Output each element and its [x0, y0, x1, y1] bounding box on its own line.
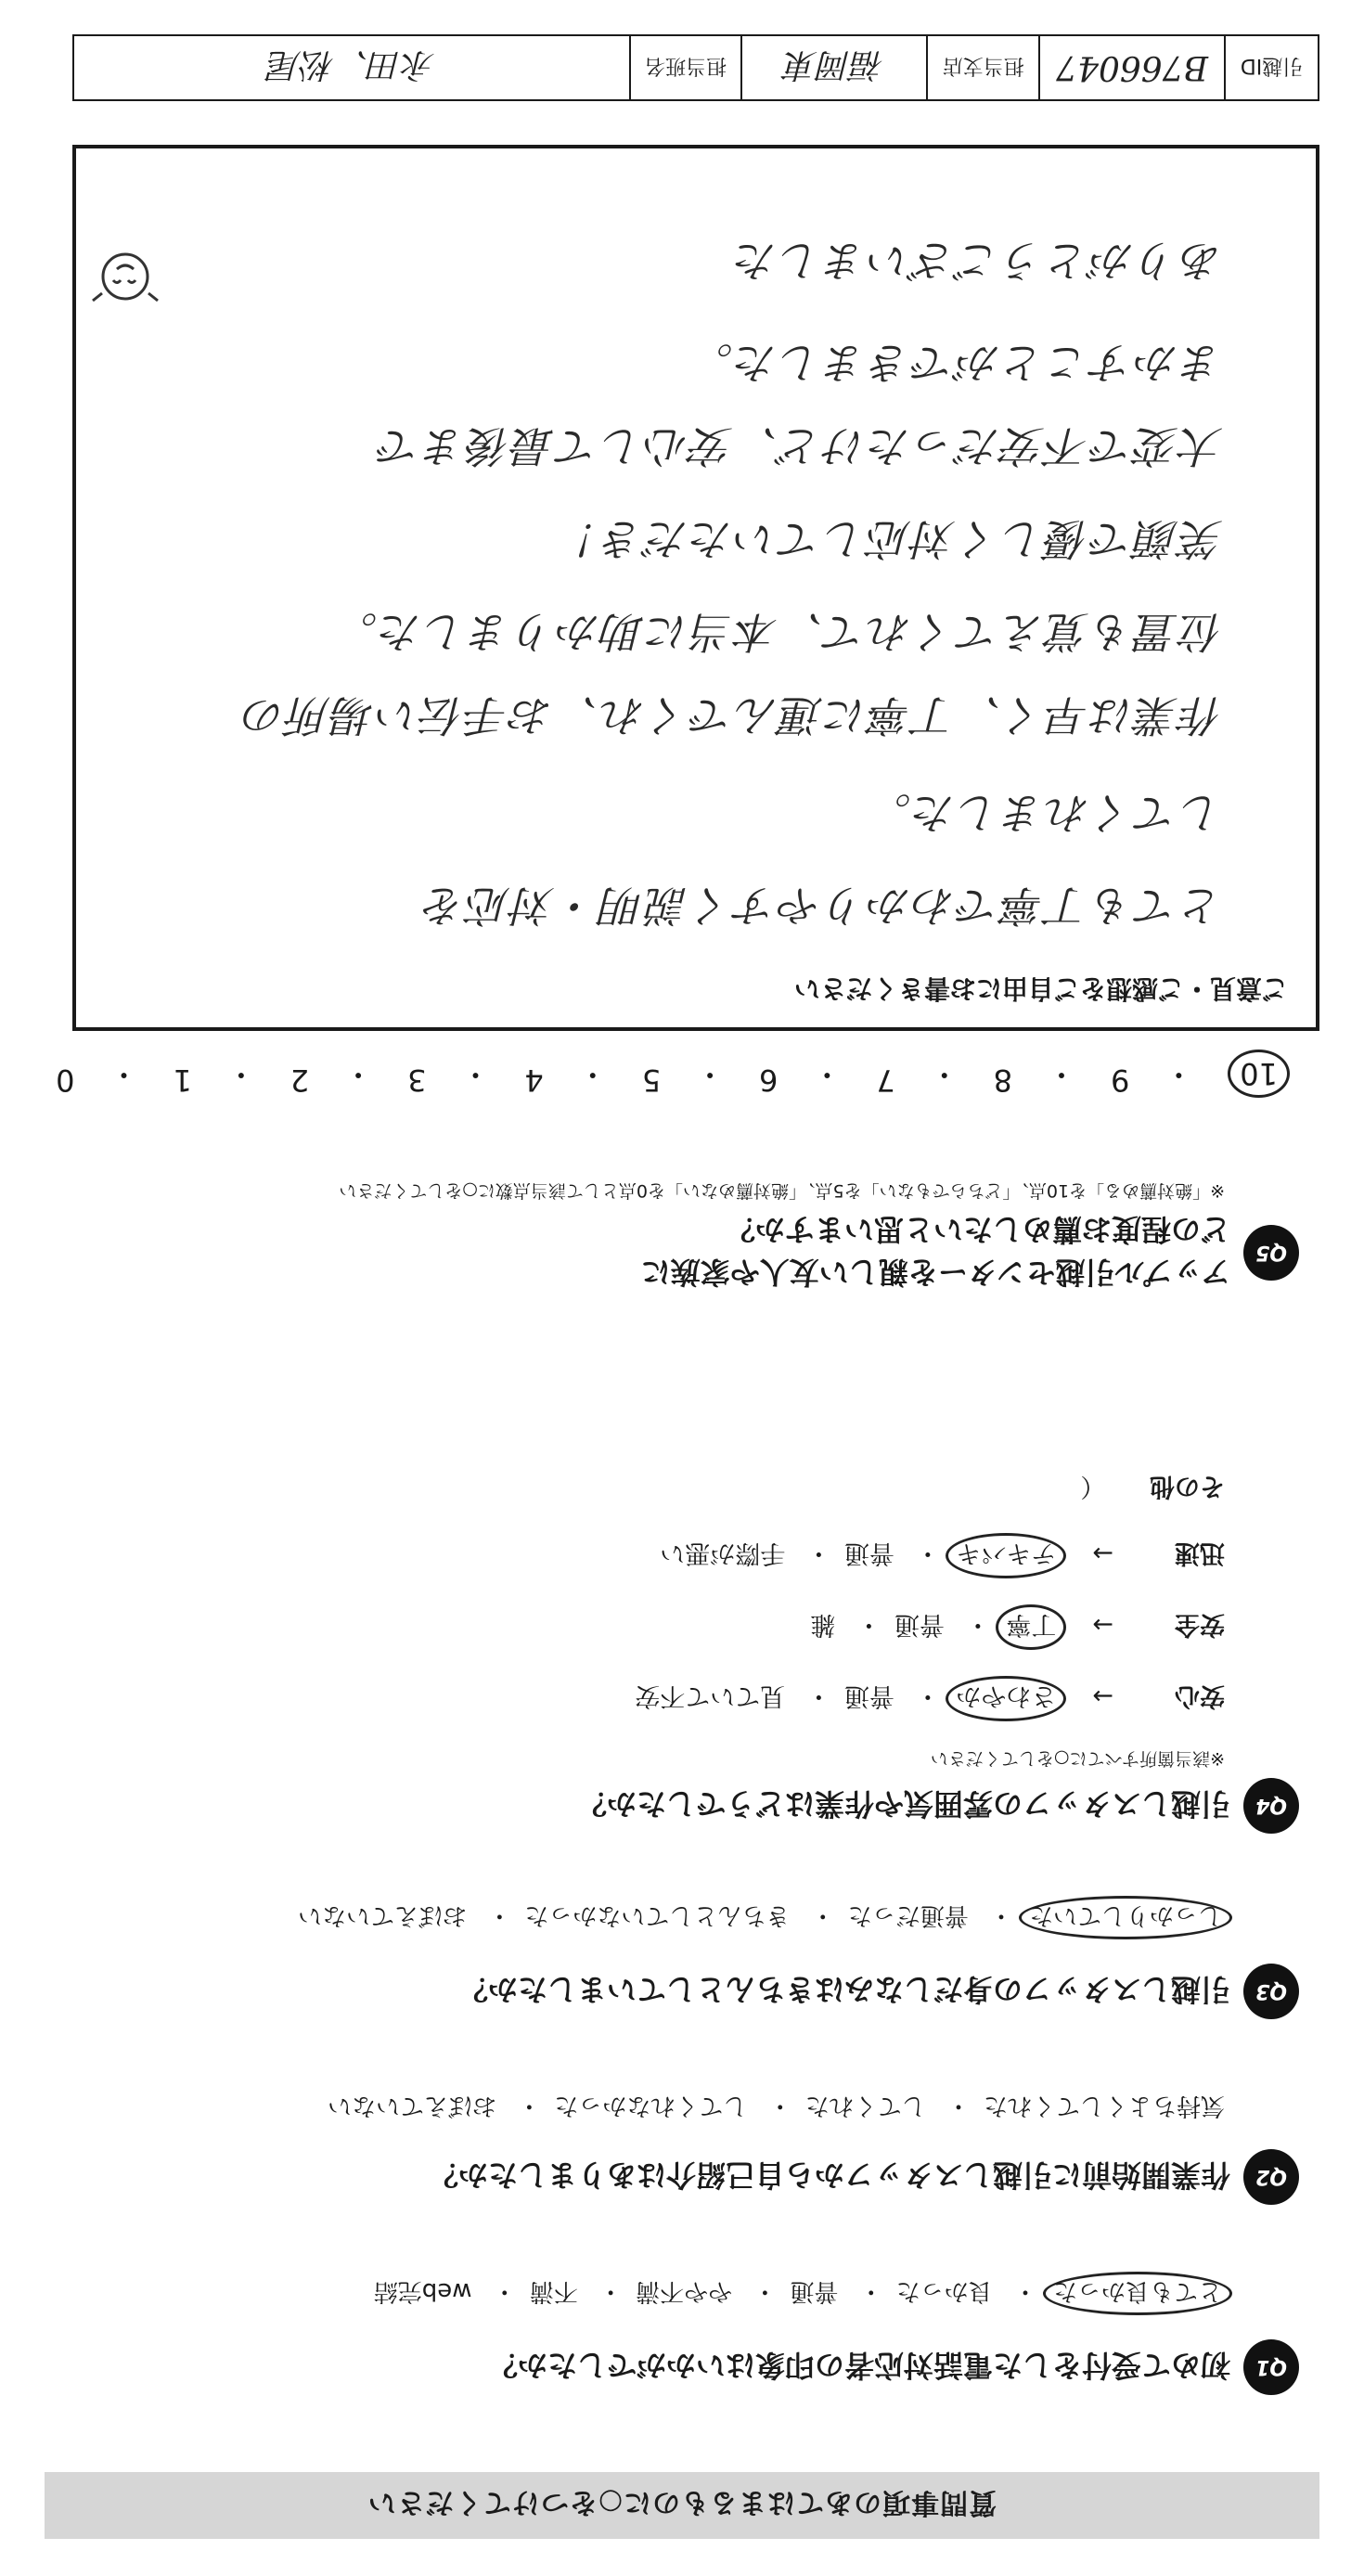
q3-badge: Q3 — [1243, 1964, 1299, 2019]
q2-option[interactable]: してくれなかった — [554, 2092, 748, 2119]
q3-option-selected[interactable]: しっかりしていた — [1019, 1896, 1232, 1939]
q5-text-line2: どの程度お薦めしたいと思いますか？ — [725, 1212, 1230, 1247]
comment-box-title: ご意見・ご感想をご自由にお書きください — [793, 973, 1288, 1004]
q2-badge: Q2 — [1243, 2149, 1299, 2205]
q4-row-option-selected[interactable]: テキパキ — [946, 1533, 1066, 1578]
q1-options: とても良かった・ 良かった・ 普通・ やや不満・ 不満・ web完結 — [46, 2272, 1225, 2315]
comment-line: 作業は早く、丁寧に運んでくれ、お手伝い場所の — [241, 690, 1223, 741]
q5-text-line1: アップル引越センターを親しい友人や家族に — [640, 1255, 1230, 1290]
q1-option[interactable]: やや不満 — [636, 2277, 733, 2305]
q1-option[interactable]: 不満 — [529, 2277, 578, 2305]
comment-line: まかすことができました。 — [688, 338, 1223, 388]
q4-rows — [46, 1471, 1225, 1721]
q2-option[interactable]: おぼえていない — [328, 2092, 497, 2119]
q1-option[interactable]: web完結 — [373, 2277, 472, 2305]
rating-option[interactable]: 5 — [641, 1063, 662, 1098]
q1-option-selected[interactable]: とても良かった — [1043, 2272, 1232, 2315]
rating-option[interactable]: 4 — [524, 1063, 544, 1098]
rating-option[interactable]: 8 — [993, 1063, 1013, 1098]
q2-option-selected[interactable]: 気持ちよくしてくれた — [983, 2092, 1225, 2119]
staff-value: 永田、松尾 — [267, 45, 435, 84]
comment-line: とても丁寧でわかりやすく説明・対応を — [421, 881, 1223, 931]
rating-option[interactable]: 0 — [56, 1063, 75, 1098]
q3-option[interactable]: 普通だった — [847, 1901, 969, 1929]
smiley-doodle-icon — [84, 247, 167, 312]
branch-value: 福岡東 — [740, 36, 926, 99]
q3-option[interactable]: きちんとしていなかった — [524, 1901, 791, 1929]
rating-option[interactable]: 9 — [1110, 1063, 1130, 1098]
comment-line: ありがとうございました — [733, 236, 1223, 286]
moving-id-label: 引越ID — [1224, 36, 1318, 99]
q2-option[interactable]: してくれた — [804, 2092, 926, 2119]
q4-row-option-selected[interactable]: さわやか — [946, 1676, 1066, 1721]
rating-option[interactable]: 6 — [759, 1063, 779, 1098]
q3-options: しっかりしていた・ 普通だった・ きちんとしていなかった・ おぼえていない — [46, 1896, 1225, 1939]
comment-line: 大変で不安だったけど、安心して最後まで — [377, 421, 1223, 471]
q3-text: 引越しスタッフの身だしなみはきちんとしていましたか？ — [457, 1972, 1230, 2007]
q4-row-jinsoku: 迅速→ テキパキ・ 普通・ 手際が悪い — [46, 1533, 1225, 1578]
question-4 — [46, 1471, 1299, 1834]
comment-line: してくれました。 — [867, 788, 1223, 838]
q1-option[interactable]: 良かった — [895, 2277, 993, 2305]
q1-text: 初めて受付をした電話対応者の印象はいかがでしたか？ — [487, 2348, 1230, 2383]
q4-row-other: その他 （ — [1080, 1472, 1225, 1501]
comment-line: 笑顔で優しく対応していただき！ — [555, 514, 1223, 564]
q4-badge: Q4 — [1243, 1778, 1299, 1834]
moving-id-value: B766047 — [1038, 36, 1224, 99]
q4-note: ※該当箇所すべてに○をしてください — [930, 1748, 1225, 1769]
rating-option[interactable]: 2 — [290, 1063, 310, 1098]
rating-option-selected[interactable]: 10 — [1228, 1050, 1290, 1098]
rating-option[interactable]: 1 — [173, 1063, 192, 1098]
q1-badge: Q1 — [1243, 2339, 1299, 2395]
q3-option[interactable]: おぼえていない — [298, 1901, 468, 1929]
comment-line: 位置も覚えてくれて、本当に助かりました。 — [332, 607, 1223, 657]
footer-info-table — [72, 34, 1319, 101]
question-5 — [46, 1179, 1299, 1295]
q2-text: 作業開始前に引越しスタッフから自己紹介はありましたか？ — [428, 2157, 1230, 2193]
q4-row-anzen: 安全→ 丁寧・ 普通・ 雑 — [46, 1604, 1225, 1650]
rating-option[interactable]: 3 — [407, 1063, 427, 1098]
comment-box[interactable] — [72, 145, 1319, 1031]
rating-option[interactable]: 7 — [876, 1063, 895, 1098]
q5-badge: Q5 — [1243, 1225, 1299, 1281]
q1-option[interactable]: 普通 — [790, 2277, 839, 2305]
instruction-banner: 質問事項のあてはまるものに○をつけてください — [45, 2472, 1319, 2539]
question-2 — [46, 2091, 1299, 2205]
q5-note: ※「絶対薦める」を10点、「どちらでもない」を5点、「絶対薦めない」を0点として該当点数に○をしてください — [339, 1180, 1225, 1201]
question-1 — [46, 2272, 1299, 2395]
q4-text: 引越しスタッフの雰囲気や作業はどうでしたか？ — [576, 1786, 1230, 1822]
branch-label: 担当支店 — [926, 36, 1038, 99]
q4-row-anshin: 安心→ さわやか・ 普通・ 見ていて不安 — [46, 1676, 1225, 1721]
rating-scale: 10 ・ 9 ・ 8 ・ 7 ・ 6 ・ 5 ・ 4 ・ 3 ・ 2 ・ 1 ・ 0 — [56, 1050, 1290, 1098]
staff-label: 担当班名 — [629, 36, 741, 99]
q2-options: 気持ちよくしてくれた・ してくれた・ してくれなかった・ おぼえていない — [46, 2091, 1225, 2125]
q4-row-option-selected[interactable]: 丁寧 — [996, 1604, 1066, 1650]
question-3 — [46, 1896, 1299, 2019]
